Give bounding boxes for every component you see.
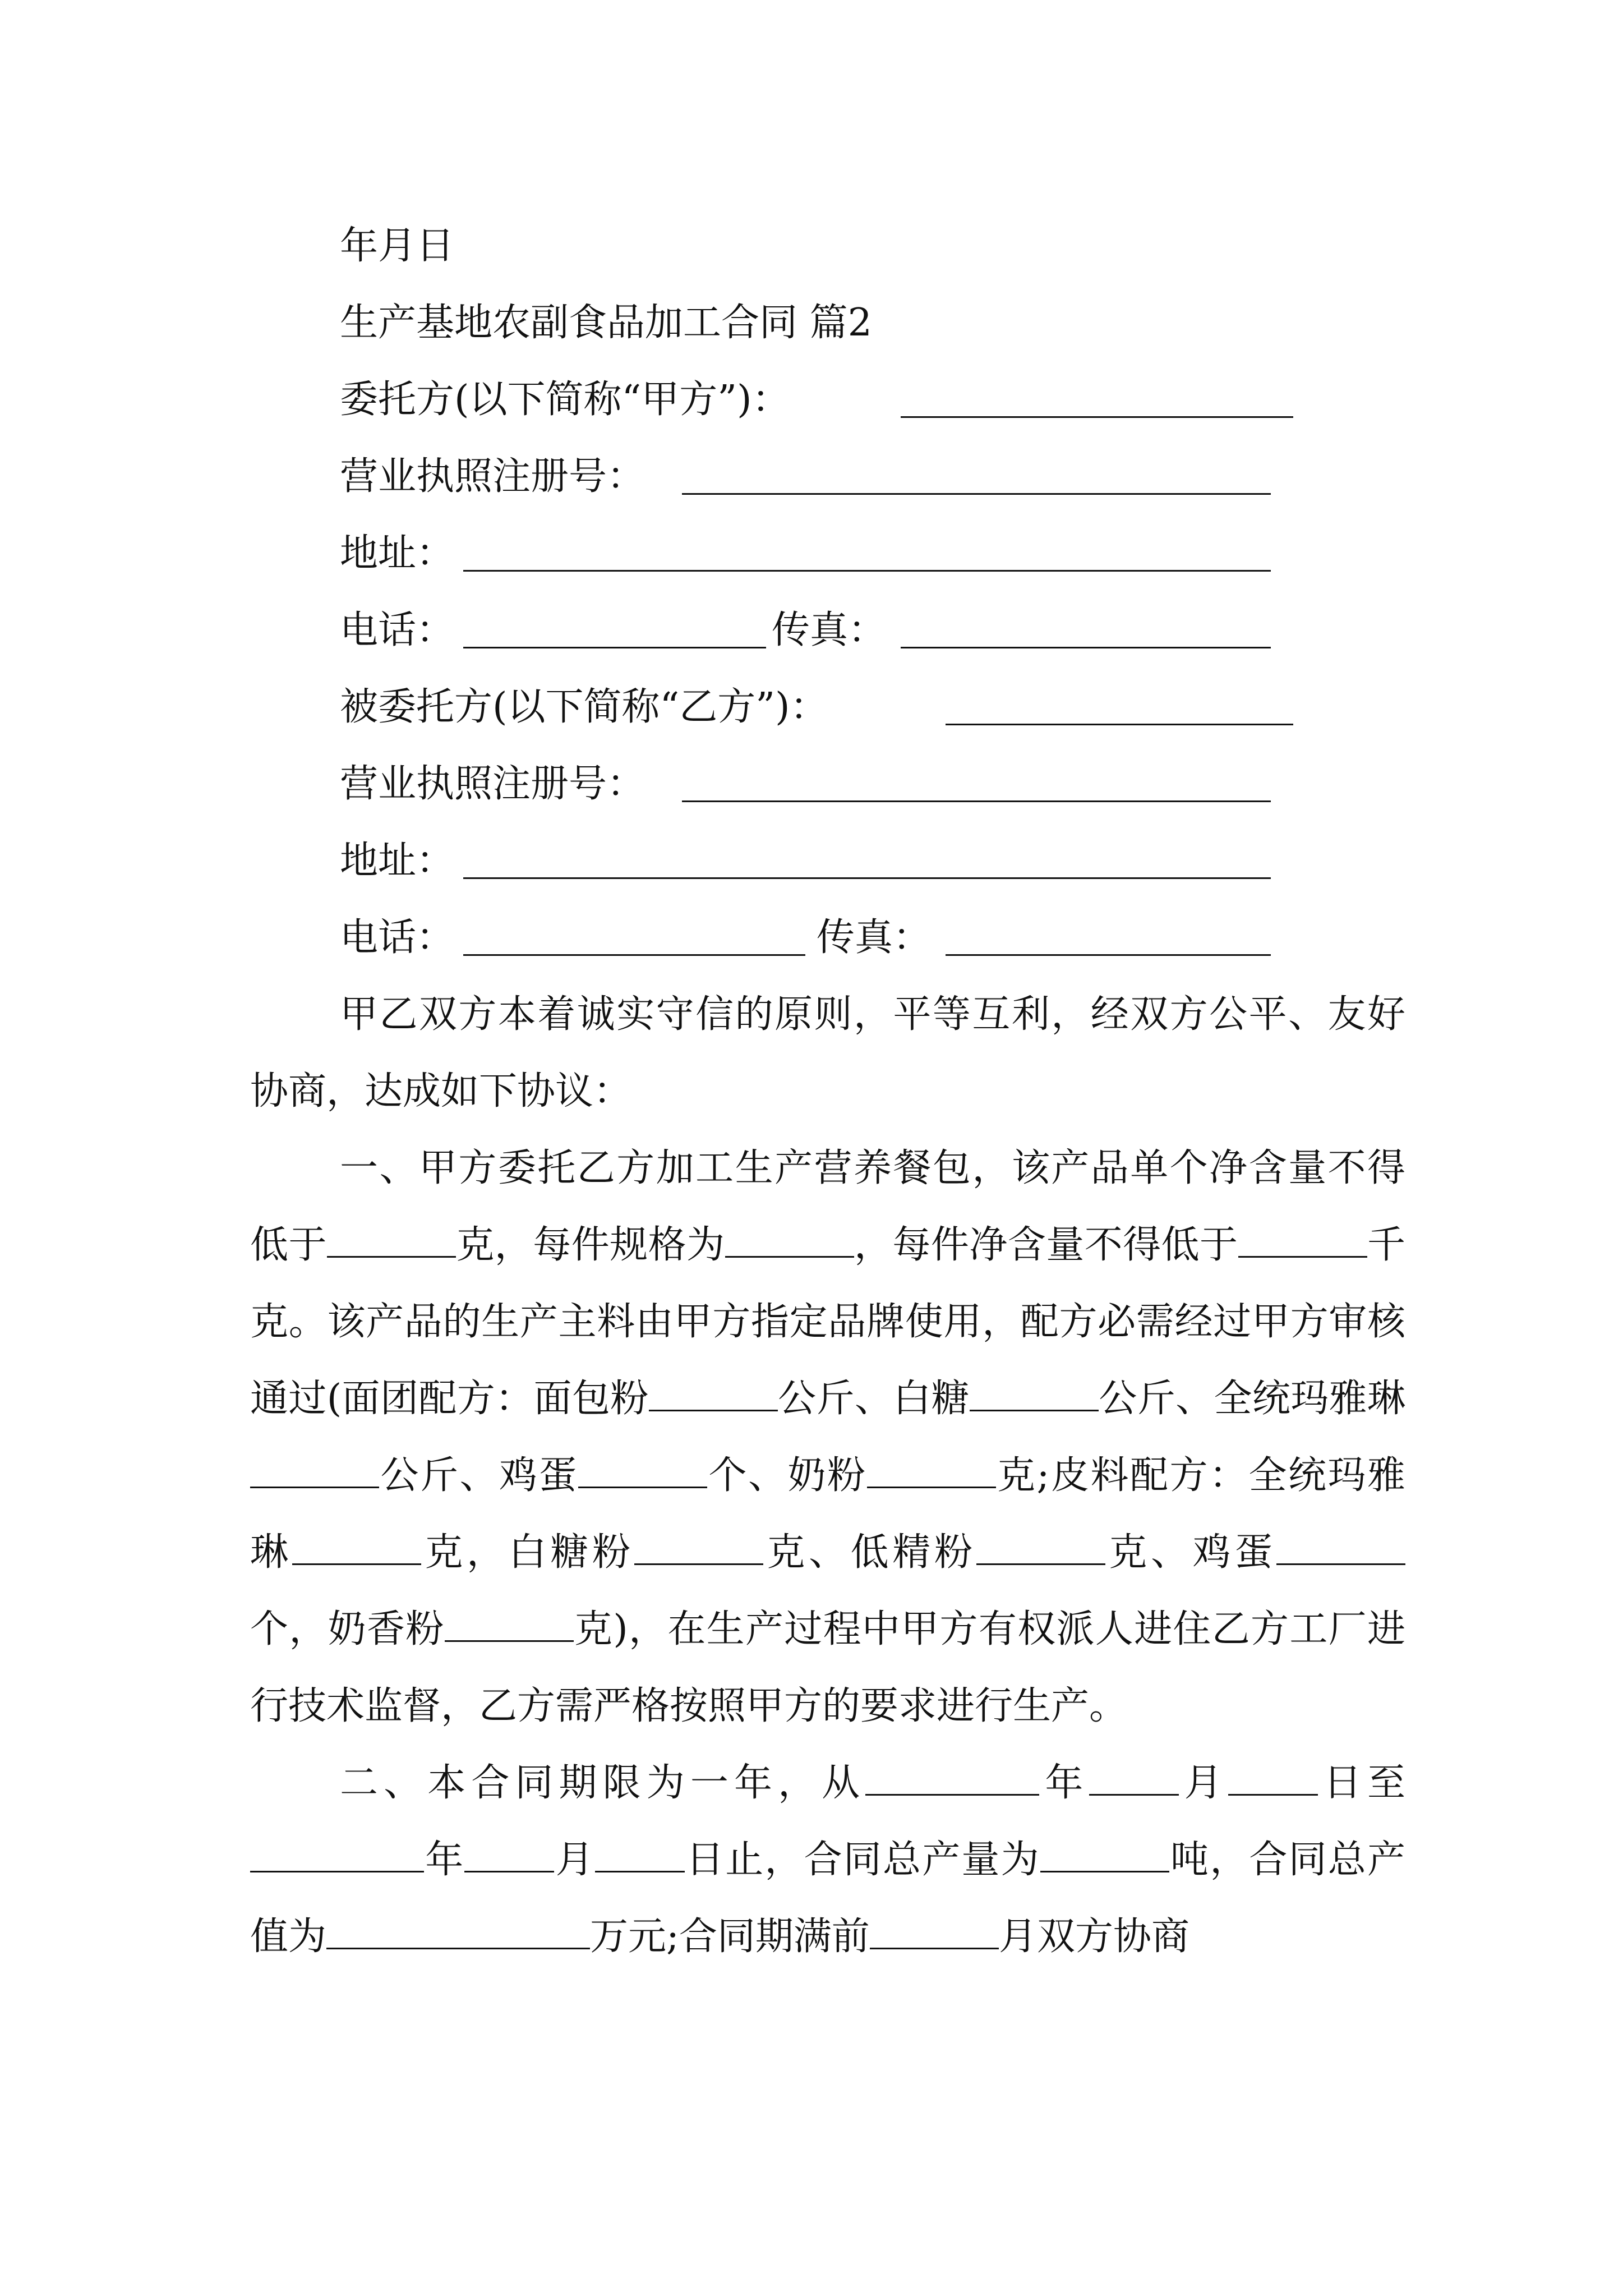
party-b-license-line (250, 746, 1405, 822)
party-a-line (250, 361, 1405, 438)
party-a-license-line (250, 438, 1405, 515)
party-a-license-blank (682, 493, 1271, 495)
party-b-license-blank (682, 800, 1271, 802)
clause-2-text-1: 二、本合同期限为一年，从 (340, 1761, 866, 1805)
party-b-name-blank (946, 724, 1293, 725)
clause-2-blank-4 (250, 1837, 424, 1872)
party-b-address-label: 地址： (340, 839, 455, 883)
party-a-name-blank (901, 416, 1293, 418)
clause-1-blank-5 (970, 1376, 1099, 1411)
clause-1-text-3: ，每件净含量不得低于 (854, 1223, 1238, 1267)
clause-2-blank-1 (865, 1760, 1039, 1796)
section-title-text: 生产基地农副食品加工合同 篇2 (340, 301, 872, 345)
clause-2-text-6: 月 (554, 1838, 595, 1882)
clause-1-text-2: 克，每件规格为 (455, 1223, 725, 1267)
clause-1-text-5: 公斤、白糖 (777, 1377, 970, 1421)
clause-1-blank-9 (292, 1530, 421, 1565)
clause-2-text-9: 万元;合同期满前 (590, 1915, 870, 1959)
clause-1-text-6: 公斤、全统玛雅琳 (1098, 1377, 1405, 1421)
party-a-address-line (250, 515, 1405, 592)
clause-1-blank-6 (250, 1453, 379, 1488)
party-b-contact-line (250, 899, 1405, 976)
clause-2-text-8: 吨，合同总产值为 (250, 1838, 1405, 1959)
party-b-line (250, 669, 1405, 746)
clause-2-text-2: 年 (1039, 1761, 1089, 1805)
clause-1-text-9: 克;皮料配方：全统玛雅琳 (250, 1453, 1405, 1575)
clause-1-blank-10 (634, 1530, 763, 1565)
clause-1-blank-11 (976, 1530, 1105, 1565)
party-a-label: 委托方(以下简称“甲方”)： (340, 378, 790, 422)
party-a-address-blank (463, 570, 1271, 572)
party-b-address-blank (463, 877, 1271, 879)
party-b-label: 被委托方(以下简称“乙方”)： (340, 685, 828, 729)
clause-2-text-3: 月 (1178, 1761, 1228, 1805)
clause-2-blank-2 (1089, 1760, 1179, 1796)
party-b-phone-blank (463, 954, 805, 956)
party-b-address-line (250, 822, 1405, 899)
clause-1-blank-4 (649, 1376, 778, 1411)
intro-text: 甲乙双方本着诚实守信的原则，平等互利，经双方公平、友好协商，达成如下协议： (250, 992, 1405, 1114)
party-a-license-label: 营业执照注册号： (340, 454, 645, 499)
party-b-phone-label: 电话： (340, 915, 455, 960)
clause-1-blank-2 (725, 1222, 854, 1258)
clause-2-blank-9 (870, 1914, 999, 1949)
clause-1-text-7: 公斤、鸡蛋 (379, 1453, 579, 1498)
clause-1-text-14: 克)，在生产过程中甲方有权派人进住乙方工厂进行技术监督，乙方需严格按照甲方的要求进行生产。 (250, 1607, 1405, 1728)
clause-2-paragraph (250, 1745, 1405, 1975)
party-a-phone-blank (463, 647, 766, 648)
intro-paragraph (250, 976, 1405, 1130)
clause-2-blank-5 (464, 1837, 554, 1872)
clause-1-blank-3 (1238, 1222, 1367, 1258)
clause-1-text-10: 克，白糖粉 (421, 1530, 634, 1575)
clause-1-text-12: 克、鸡蛋 (1105, 1530, 1276, 1575)
date-text: 年月日 (340, 224, 455, 268)
party-a-address-label: 地址： (340, 531, 455, 576)
clause-2-blank-6 (595, 1837, 685, 1872)
clause-1-text-11: 克、低精粉 (763, 1530, 976, 1575)
clause-2-blank-7 (1040, 1837, 1169, 1872)
clause-1-blank-12 (1276, 1530, 1405, 1565)
clause-1-blank-1 (327, 1222, 456, 1258)
clause-1-blank-13 (445, 1607, 574, 1642)
clause-1-blank-7 (578, 1453, 707, 1488)
date-line (250, 208, 1405, 284)
party-a-contact-line (250, 592, 1405, 669)
party-a-phone-label: 电话： (340, 608, 455, 652)
clause-2-text-7: 日止，合同总产量为 (684, 1838, 1040, 1882)
clause-2-text-5: 年 (424, 1838, 465, 1882)
clause-2-text-4: 日至 (1317, 1761, 1405, 1805)
clause-1-text-1: 一、甲方委托乙方加工生产营养餐包，该产品单个净含量不得低于 (250, 1146, 1405, 1267)
clause-1-paragraph (250, 1130, 1405, 1745)
clause-1-text-8: 个、奶粉 (707, 1453, 867, 1498)
party-b-fax-blank (946, 954, 1271, 956)
party-a-fax-label: 传真： (772, 608, 887, 652)
section-title (250, 284, 1405, 361)
party-b-fax-label: 传真： (817, 915, 932, 960)
clause-1-text-13: 个，奶香粉 (250, 1607, 445, 1651)
party-b-license-label: 营业执照注册号： (340, 762, 645, 806)
clause-2-text-10: 月双方协商 (998, 1915, 1189, 1959)
clause-2-blank-8 (326, 1914, 590, 1949)
clause-2-blank-3 (1228, 1760, 1318, 1796)
clause-1-blank-8 (867, 1453, 996, 1488)
party-a-fax-blank (901, 647, 1271, 648)
clause-1-text-4: 千克。该产品的生产主料由甲方指定品牌使用，配方必需经过甲方审核通过(面团配方：面包粉 (250, 1223, 1405, 1421)
document-body (250, 208, 1405, 1975)
